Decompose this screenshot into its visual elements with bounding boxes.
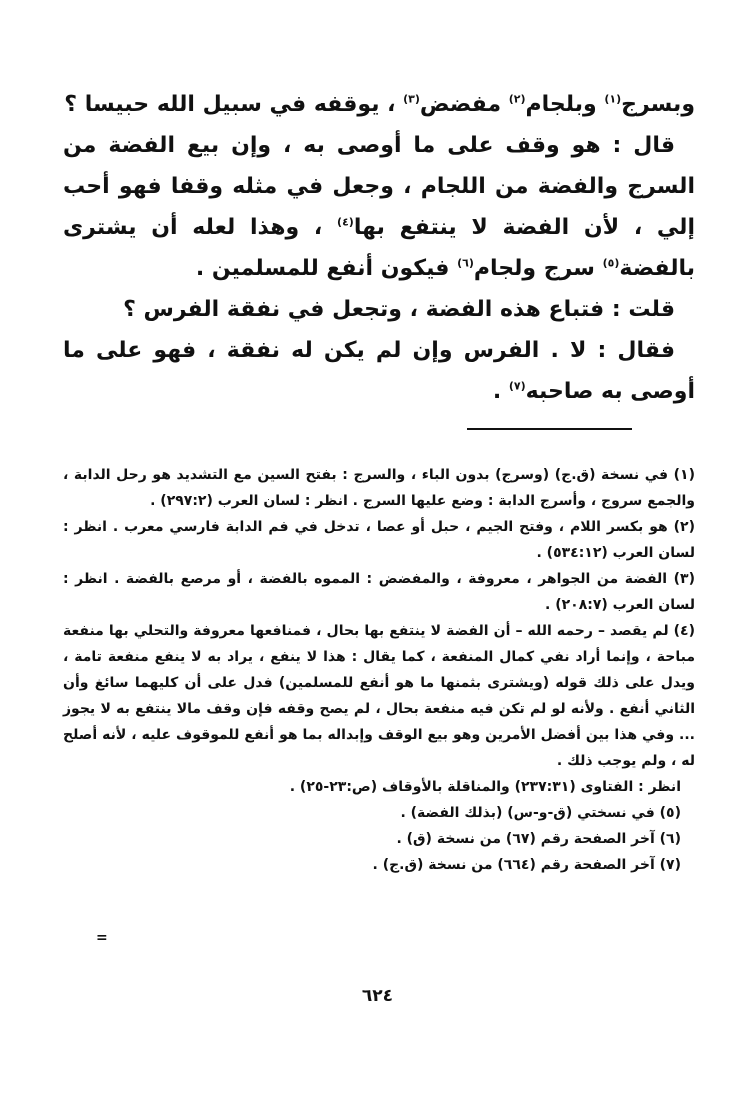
footnote-ref-4: (٤) (337, 215, 354, 229)
footnote-2: (٢) هو بكسر اللام ، وفتح الجيم ، حبل أو عصا ، تدخل في فم الدابة فارسي معرب . انظر : لسان العرب (٥٣٤:١٢) . (63, 519, 695, 561)
main-text-run: فقال : لا . الفرس وإن لم يكن له نفقة ، فهو على ما أوصى به صاحبه (63, 338, 695, 404)
continuation-mark: = (96, 930, 108, 946)
footnote-ref-2: (٢) (508, 92, 526, 106)
main-paragraph-1 (63, 84, 695, 125)
footnote-6: (٦) آخر الصفحة رقم (٦٧) من نسخة (ق) . (396, 831, 681, 847)
footnote-4-reference: انظر : الفتاوى (٢٣٧:٣١) والمناقلة بالأوقاف (ص:٢٣-٢٥) . (289, 779, 681, 795)
main-text (63, 84, 695, 412)
main-text-run: مفضض (419, 92, 509, 117)
footnote-7: (٧) آخر الصفحة رقم (٦٦٤) من نسخة (ق.ج) . (372, 857, 681, 873)
footnote-ref-3: (٣) (403, 92, 420, 106)
page-number: ٦٢٤ (361, 986, 394, 1006)
footnote-3: (٣) الفضة من الجواهر ، معروفة ، والمفضض : المموه بالفضة ، أو مرصع بالفضة . انظر : لسان العرب (٢٠٨:٧) . (63, 571, 695, 613)
main-paragraph-2 (63, 125, 695, 289)
main-text-run: ، وهذا لعله أن يشترى بالفضة (63, 215, 695, 281)
main-text-run: وبلجام (525, 92, 605, 117)
footnote-separator (467, 428, 632, 430)
main-text-run: ، يوقفه في سبيل الله حبيسا ؟ (64, 92, 404, 117)
footnote-ref-1: (١) (604, 92, 622, 106)
main-paragraph-4 (63, 330, 695, 412)
main-text-run: وبسرج (621, 92, 695, 117)
footnotes (63, 462, 695, 878)
footnote-ref-7: (٧) (508, 379, 526, 393)
footnote-ref-5: (٥) (602, 256, 620, 270)
footnote-ref-6: (٦) (457, 256, 474, 270)
footnote-4: (٤) لم يقصد – رحمه الله – أن الفضة لا ينتفع بها بحال ، فمنافعها معروفة والتحلي بها منفعة مباحة ، وإنما أراد نفي كمال المنفعة ، كما يقال : هذا لا ينفع ، يراد به لا ينفع منفعة تامة ، ويدل على ذلك قوله (ويشترى بثمنها ما هو أنفع للمسلمين) فدل على أن كليهما سائغ وأن الثاني أنفع . ولأنه لو لم تكن فيه منفعة بحال ، لم يصح وقفه فإن وقف مالا ينتفع به لا يجوز ... وفي هذا بين أفضل الأمرين وهو بيع الوقف وإبداله بما هو أنفع للموقوف عليه ، لأنه أصلح له ، ولم يوجب ذلك . (63, 623, 695, 769)
main-paragraph-3: قلت : فتباع هذه الفضة ، وتجعل في نفقة الفرس ؟ (123, 297, 675, 322)
main-text-run: قال : هو وقف على ما أوصى به ، وإن بيع الفضة من السرج والفضة من اللجام ، وجعل في مثله وقفا فهو أحب إلي ، لأن الفضة لا ينتفع بها (63, 133, 695, 240)
footnote-1: (١) في نسخة (ق.ج) (وسرج) بدون الباء ، والسرج : بفتح السين مع التشديد هو رحل الدابة ، والجمع سروج ، وأسرج الدابة : وضع عليها السرج . انظر : لسان العرب (٢٩٧:٢) . (63, 467, 695, 509)
main-text-run: سرج ولجام (473, 256, 603, 281)
main-text-run: فيكون أنفع للمسلمين . (195, 256, 458, 281)
main-text-run: . (492, 379, 509, 404)
footnote-5: (٥) في نسختي (ق-و-س) (بذلك الفضة) . (400, 805, 681, 821)
